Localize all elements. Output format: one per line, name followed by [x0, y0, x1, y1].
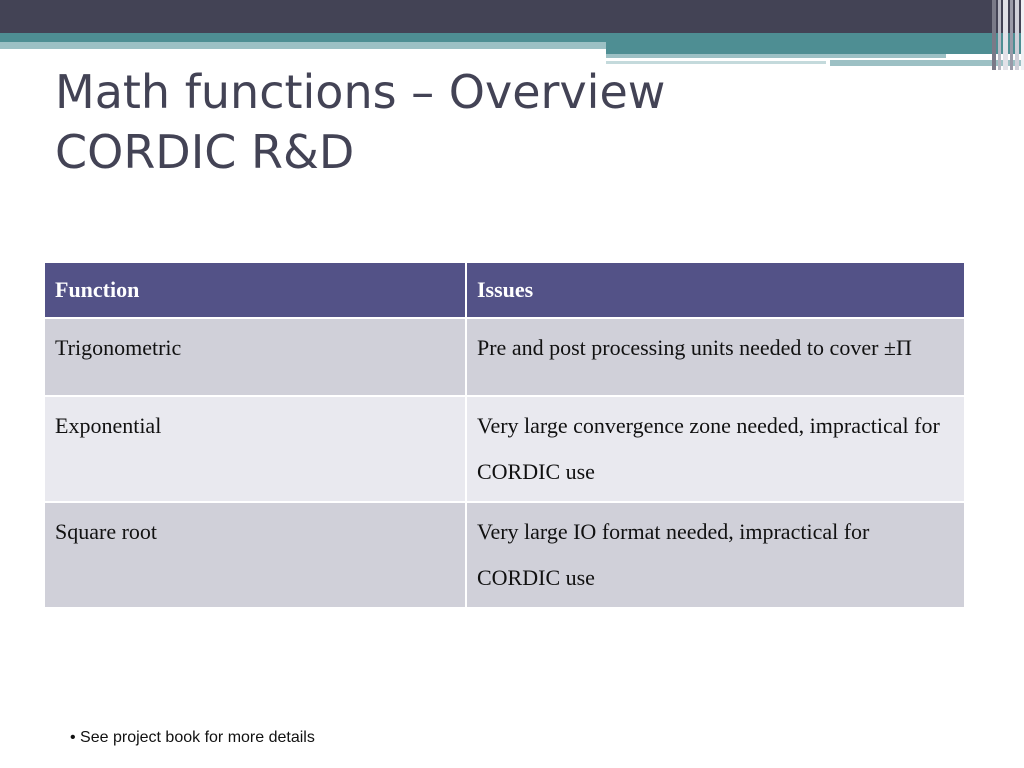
issues-text: Very large convergence zone needed, impractical for CORDIC use [477, 413, 940, 484]
slide-title-line-1: Math functions – Overview [55, 65, 666, 119]
column-header-function: Function [45, 263, 466, 318]
table-row [45, 396, 965, 502]
accent-band-light [0, 42, 606, 49]
issues-text: Very large IO format needed, impractical for CORDIC use [477, 519, 870, 590]
table-row [45, 502, 965, 608]
accent-line [606, 54, 946, 58]
function-cell [45, 318, 466, 396]
function-text: Exponential [55, 413, 162, 438]
corner-stripes [992, 0, 1024, 70]
functions-table [45, 263, 966, 609]
top-bar [0, 0, 1024, 33]
issues-cell [466, 396, 965, 502]
table-row [45, 318, 965, 396]
function-cell [45, 502, 466, 608]
footnote: • See project book for more details [70, 729, 315, 746]
function-text: Trigonometric [55, 335, 182, 360]
table-header-row [45, 263, 965, 318]
function-text: Square root [55, 519, 158, 544]
issues-cell [466, 318, 965, 396]
function-cell [45, 396, 466, 502]
column-header-issues: Issues [466, 263, 965, 318]
issues-cell [466, 502, 965, 608]
slide-title [55, 62, 665, 182]
slide-title-line-2: CORDIC R&D [55, 125, 355, 179]
issues-text: Pre and post processing units needed to cover ±Π [477, 335, 912, 360]
accent-band-right [606, 42, 1024, 54]
accent-band [0, 33, 1024, 42]
